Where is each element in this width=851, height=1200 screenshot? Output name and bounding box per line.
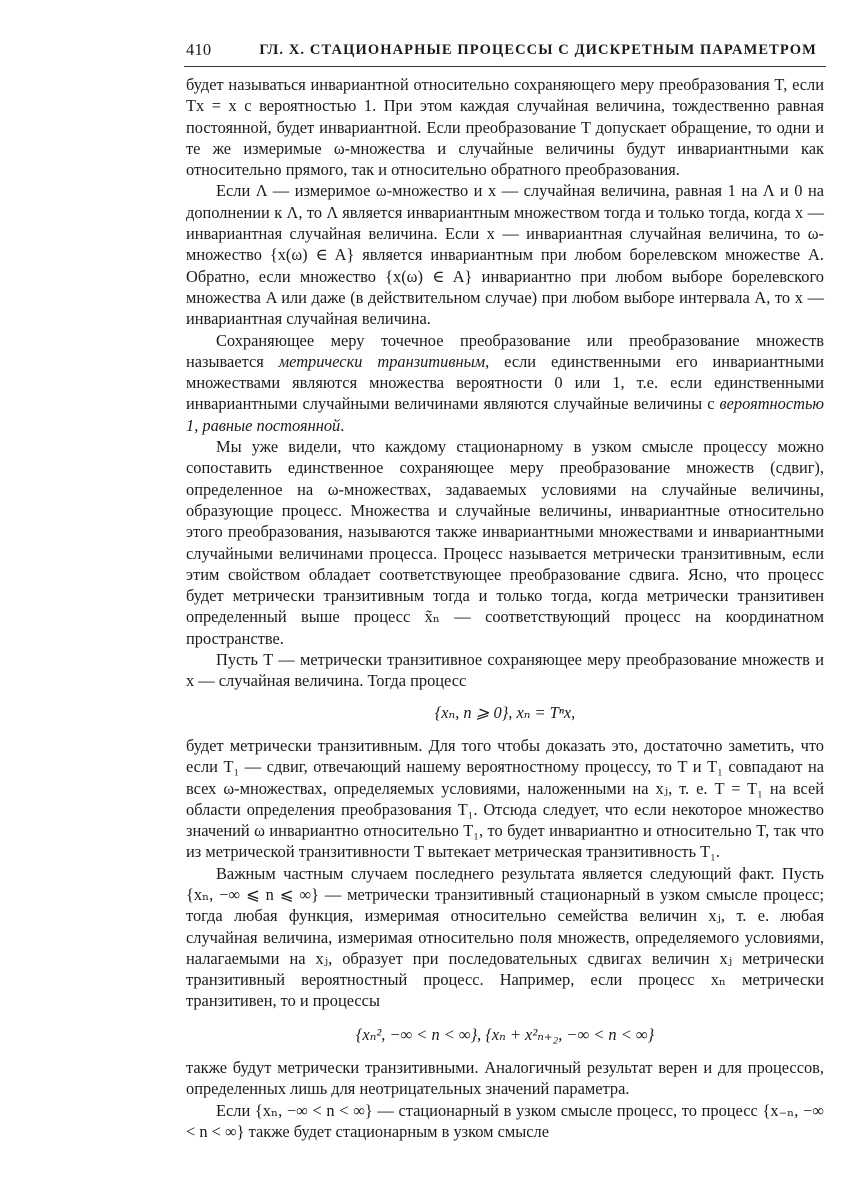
paragraph-3-part-a: Сохраняющее меру точечное преобразование или преобразование множеств называется (186, 330, 824, 371)
page-number: 410 (186, 40, 212, 59)
paragraph-4: Мы уже видели, что каждому стационарному в узком смысле процессу можно сопоставить единственное сохраняющее меру преобразование множеств (сдвиг), определенное на ω-множествах, задаваемых условиями на случайные величины, образующие процесс. Множества и случайные величины, инвариантные относительно этого преобразования, называются также инвариантными множествами и инвариантными случайными величинами процесса. Процесс называется метрически транзитивным, если этим свойством обладает соответствующее преобразование сдвига. Ясно, что процесс будет метрически транзитивным тогда и только тогда, когда метрически транзитивен определенный выше процесс x̃ₙ — соответствующий процесс на координатном пространстве. (186, 437, 824, 648)
running-head (186, 40, 826, 60)
body-text (186, 74, 824, 1142)
paragraph-9: Если {xₙ, −∞ < n < ∞} — стационарный в узком смысле процесс, то процесс {x₋ₙ, −∞ < n < ∞} также будет стационарным в узком смысле (186, 1100, 824, 1141)
paragraph-2: Если Λ — измеримое ω-множество и x — случайная величина, равная 1 на Λ и 0 на дополнении к Λ, то Λ является инвариантным множеством тогда и только тогда, когда x — инвариантная случайная величина. Если x — инвариантная случайная величина, то ω-множество {x(ω) ∈ A} является инвариантным при любом борелевском множестве A. Обратно, если множество {x(ω) ∈ A} инвариантно при любом выборе борелевского множества A или даже (в действительном случае) при любом выборе интервала A, то x — инвариантная случайная величина. (186, 181, 824, 329)
paragraph-3-part-c: . (340, 415, 345, 435)
header-rule (184, 66, 826, 67)
paragraph-7: Важным частным случаем последнего результата является следующий факт. Пусть {xₙ, −∞ ⩽ n ⩽ ∞} — метрически транзитивный стационарный в узком смысле процесс; тогда любая функция, измеримая относительно семейства величин xⱼ, т. е. любая случайная величина, измеримая относительно поля множеств, определяемого условиями, налагаемыми на xⱼ, образует при последовательных сдвигах величин xⱼ метрически транзитивный вероятностный процесс. Например, если процесс xₙ метрически транзитивен, то и процессы (186, 863, 824, 1011)
paragraph-3-part-b: , если единственными его инвариантными множествами являются множества вероятности 0 или 1, т.е. если единственными инвариантными случайными величинами являются случайные величины с (186, 351, 824, 414)
paragraph-8: также будут метрически транзитивными. Аналогичный результат верен и для процессов, определенных лишь для неотрицательных значений параметра. (186, 1058, 824, 1099)
paragraph-5: Пусть T — метрически транзитивное сохраняющее меру преобразование множеств и x — случайная величина. Тогда процесс (186, 650, 824, 691)
term-probability-one: вероятностью 1, равные постоянной (186, 394, 824, 435)
paragraph-1: будет называться инвариантной относительно сохраняющего меру преобразования T, если Tx = x с вероятностью 1. При этом каждая случайная величина, тождественно равная постоянной, будет инвариантной. Если преобразование T допускает обращение, то одни и те же измеримые ω-множества и случайные величины будут инвариантными как относительно прямого, так и относительно обратного преобразования. (186, 75, 824, 180)
formula-2: {xₙ², −∞ < n < ∞}, {xₙ + x²ₙ₊₂, −∞ < n < ∞} (355, 1024, 655, 1044)
paragraph-3 (186, 330, 824, 436)
chapter-title: ГЛ. X. СТАЦИОНАРНЫЕ ПРОЦЕССЫ С ДИСКРЕТНЫМ ПАРАМЕТРОМ (259, 42, 817, 58)
term-metrically-transitive: метрически транзитивным (278, 351, 486, 371)
paragraph-6: будет метрически транзитивным. Для того чтобы доказать это, достаточно заметить, что если T₁ — сдвиг, отвечающий нашему вероятностному процессу, то T и T₁ совпадают на всех ω-множествах, определяемых условиями, наложенными на xⱼ, т. е. T = T₁ на всей области определения преобразования T₁. Отсюда следует, что если некоторое множество значений ω инвариантно относительно T₁, то будет инвариантно и относительно T, так что из метрической транзитивности T вытекает метрическая транзитивность T₁. (186, 735, 824, 862)
formula-1: {xₙ, n ⩾ 0}, xₙ = Tⁿx, (434, 702, 576, 722)
